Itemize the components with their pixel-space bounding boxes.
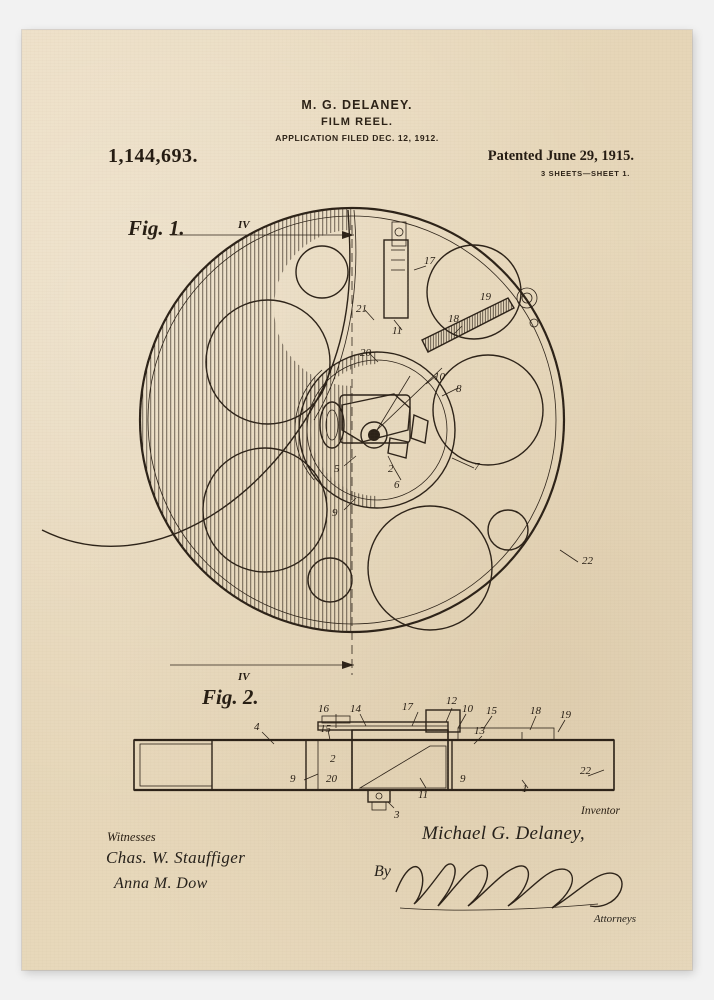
callout-11: 11 [392,325,403,337]
attorney-signature [392,848,642,918]
fig2-callout-15: 15 [486,705,497,717]
fig2-callout-12: 12 [446,695,457,707]
callout-21: 21 [356,303,367,315]
section-mark-top: IV [238,219,250,231]
patent-number: 1,144,693. [108,145,198,167]
witness-signature-1: Chas. W. Stauffiger [106,848,246,867]
callout-6: 6 [394,479,400,491]
fig2-callout-17: 17 [402,701,413,713]
callout-20: 20 [360,347,371,359]
header-application-line: APPLICATION FILED DEC. 12, 1912. [275,133,439,143]
fig2-callout-1: 1 [522,783,528,795]
fig2-callout-13: 13 [474,725,485,737]
fig2-callout-9b: 9 [460,773,466,785]
callout-5: 5 [334,463,340,475]
witness-signature-2: Anna M. Dow [114,875,208,892]
callout-8: 8 [456,383,462,395]
callout-17: 17 [424,255,435,267]
figure-2-label: Fig. 2. [202,685,259,709]
callout-22: 22 [582,555,593,567]
callout-2: 2 [388,463,394,475]
fig2-callout-16: 16 [318,703,329,715]
fig2-callout-9: 9 [290,773,296,785]
callout-19: 19 [480,291,491,303]
header-title-line: FILM REEL. [320,116,394,128]
inventor-signature: Michael G. Delaney, [422,823,585,844]
fig2-callout-19: 19 [560,709,571,721]
sheet-count: 3 SHEETS—SHEET 1. [540,169,630,178]
callout-9: 9 [332,507,338,519]
fig2-callout-2: 2 [330,753,336,765]
fig2-callout-14: 14 [350,703,361,715]
header-inventor-line: M. G. DELANEY. [301,98,413,112]
fig2-callout-20: 20 [326,773,337,785]
callout-10: 10 [434,371,445,383]
fig2-callout-3: 3 [394,809,400,821]
witnesses-label: Witnesses [107,830,156,844]
fig2-callout-15b: 15 [320,723,331,735]
fig2-callout-10: 10 [462,703,473,715]
fig2-callout-11: 11 [418,789,429,801]
inventor-label: Inventor [581,805,620,817]
figure-1-drawing [22,180,692,680]
figure-2-drawing [22,670,692,850]
fig2-callout-4: 4 [254,721,260,733]
figure-1-label: Fig. 1. [128,216,185,240]
section-mark-bottom: IV [238,671,250,680]
patent-sheet [22,30,692,970]
fig2-callout-22: 22 [580,765,591,777]
sheet-header [22,98,692,143]
callout-7: 7 [474,461,480,473]
attorneys-label: Attorneys [593,913,636,925]
fig2-callout-18: 18 [530,705,541,717]
callout-18: 18 [448,313,459,325]
by-label: By [374,863,391,880]
patent-date: Patented June 29, 1915. [487,148,634,164]
